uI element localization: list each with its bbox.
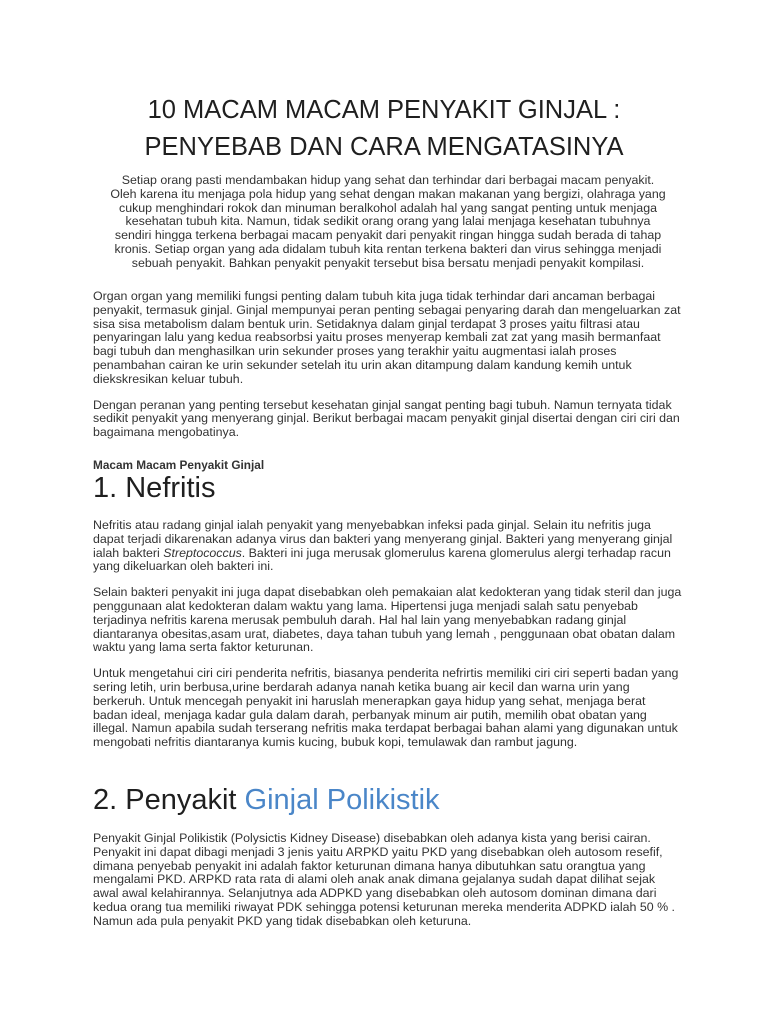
title-line-2: PENYEBAB DAN CARA MENGATASINYA: [144, 133, 624, 161]
intro-line: sendiri hingga terkena berbagai macam penyakit dari penyakit ringan hingga sudah berada di tahap: [114, 228, 662, 243]
intro-line: kesehatan tubuh kita. Namun, tidak sedikit orang orang yang lalai menjaga kesehatan tubuhnya: [125, 214, 651, 229]
nefritis-text-before: Nefritis atau radang ginjal ialah penyakit yang menyebabkan infeksi pada ginjal. Selain itu nefritis juga dapat terjadi dikarenakan adanya virus dan bakteri yang menyerang ginjal. Bakteri yang menyerang ginjal ialah bakteri: [93, 518, 673, 560]
paragraph-peranan: Dengan peranan yang penting tersebut kesehatan ginjal sangat penting bagi tubuh. Namun ternyata tidak sedikit penyakit yang menyerang ginjal. Berikut berbagai macam penyakit ginjal disertai dengan ciri ciri dan bagaimana mengobatinya.: [93, 397, 680, 440]
page-title: [80, 92, 688, 166]
section-subheading: Macam Macam Penyakit Ginjal: [93, 458, 265, 472]
intro-line: sebuah penyakit. Bahkan penyakit penyakit tersebut bisa bersatu menjadi penyakit kompilasi.: [131, 255, 645, 270]
intro-line: Oleh karena itu menjaga pola hidup yang sehat dengan makan makanan yang bergizi, olahraga yang: [110, 186, 666, 201]
paragraph-nefritis-definition: [93, 519, 683, 574]
intro-line: Setiap orang pasti mendambakan hidup yang sehat dan terhindar dari berbagai macam penyakit.: [121, 173, 655, 187]
bacteria-name: Streptococcus: [163, 545, 242, 560]
paragraph-nefritis-causes: Selain bakteri penyakit ini juga dapat disebabkan oleh pemakaian alat kedokteran yang tidak steril dan juga penggunaan alat kedokteran dalam waktu yang lama. Hipertensi juga menjadi salah satu penyebab terjadinya nefritis karena merusak pembuluh darah. Hal hal lain yang menyebabkan radang ginjal diantaranya obesitas,asam urat, diabetes, daya tahan tubuh yang lemah , penggunaan obat obatan dalam waktu yang lama serta faktor keturunan.: [93, 585, 682, 655]
heading-nefritis: 1. Nefritis: [93, 472, 216, 504]
nefritis-text-block: [93, 519, 683, 762]
title-line-1: 10 MACAM MACAM PENYAKIT GINJAL :: [147, 96, 621, 124]
heading-prefix: 2. Penyakit: [93, 784, 245, 816]
ginjal-polikistik-link[interactable]: Ginjal Polikistik: [244, 784, 440, 816]
nefritis-text-after: . Bakteri ini juga merusak glomerulus karena glomerulus alergi terhadap racun yang dikeluarkan oleh bakteri ini.: [93, 545, 671, 574]
paragraph-polikistik: Penyakit Ginjal Polikistik (Polysictis Kidney Disease) disebabkan oleh adanya kista yang berisi cairan. Penyakit ini dapat dibagi menjadi 3 jenis yaitu ARPKD yaitu PKD yang disebabkan oleh autosom resefif, dimana penyebab penyakit ini adalah faktor keturunan dimana hanya dibutuhkan satu orangtua yang mengalami PKD. ARPKD rata rata di alami oleh anak anak dimana gejalanya sudah dapat dilihat sejak awal awal kelahirannya. Selanjutnya ada ADPKD yang disebabkan oleh autosom dominan dimana dari kedua orang tua memiliki riwayat PDK sehingga potensi keturunan mereka menderita ADPKD ialah 50 % . Namun ada pula penyakit PKD yang tidak disebabkan oleh keturuna.: [93, 831, 675, 928]
paragraph-nefritis-symptoms: Untuk mengetahui ciri ciri penderita nefritis, biasanya penderita nefrirtis memiliki ciri ciri seperti badan yang sering letih, urin berbusa,urine berdarah adanya nanah ketika buang air kecil dan warna urin yang berkeruh. Untuk mencegah penyakit ini haruslah menerapkan gaya hidup yang sehat, menjaga berat badan ideal, menjaga kadar gula dalam darah, perbanyak minum air putih, memilih obat obatan yang illegal. Namun apabila sudah terserang nefritis maka terdapat berbagai bahan alami yang digunakan untuk mengobati nefritis diantaranya kumis kucing, bubuk kopi, temulawak dan rambut jagung.: [93, 666, 679, 750]
body-text-block: [93, 290, 683, 452]
heading-ginjal-polikistik: [93, 784, 440, 817]
polikistik-text-block: [93, 832, 683, 941]
paragraph-organ: Organ organ yang memiliki fungsi penting dalam tubuh kita juga tidak terhindar dari ancaman berbagai penyakit, termasuk ginjal. Ginjal mempunyai peran penting sebagai penyaring darah dan mengeluarkan zat sisa sisa metabolism dalam bentuk urin. Setidaknya dalam ginjal terdapat 3 proses yaitu filtrasi atau penyaringan lalu yang kedua reabsorbsi yaitu proses menyerap kembali zat zat yang masih bermanfaat bagi tubuh dan menghasilkan urin sekunder proses yang terakhir yaitu augmentasi ialah proses penambahan cairan ke urin sekunder setelah itu urin akan ditampung dalam kandung kemih untuk diekskresikan keluar tubuh.: [93, 289, 681, 386]
intro-line: cukup menghindari rokok dan minuman beralkohol adalah hal yang sangat penting untuk menjaga: [119, 200, 657, 215]
intro-line: kronis. Setiap organ yang ada didalam tubuh kita rentan terkena bakteri dan virus sehingga menjadi: [114, 241, 662, 256]
intro-paragraph: [93, 174, 683, 271]
